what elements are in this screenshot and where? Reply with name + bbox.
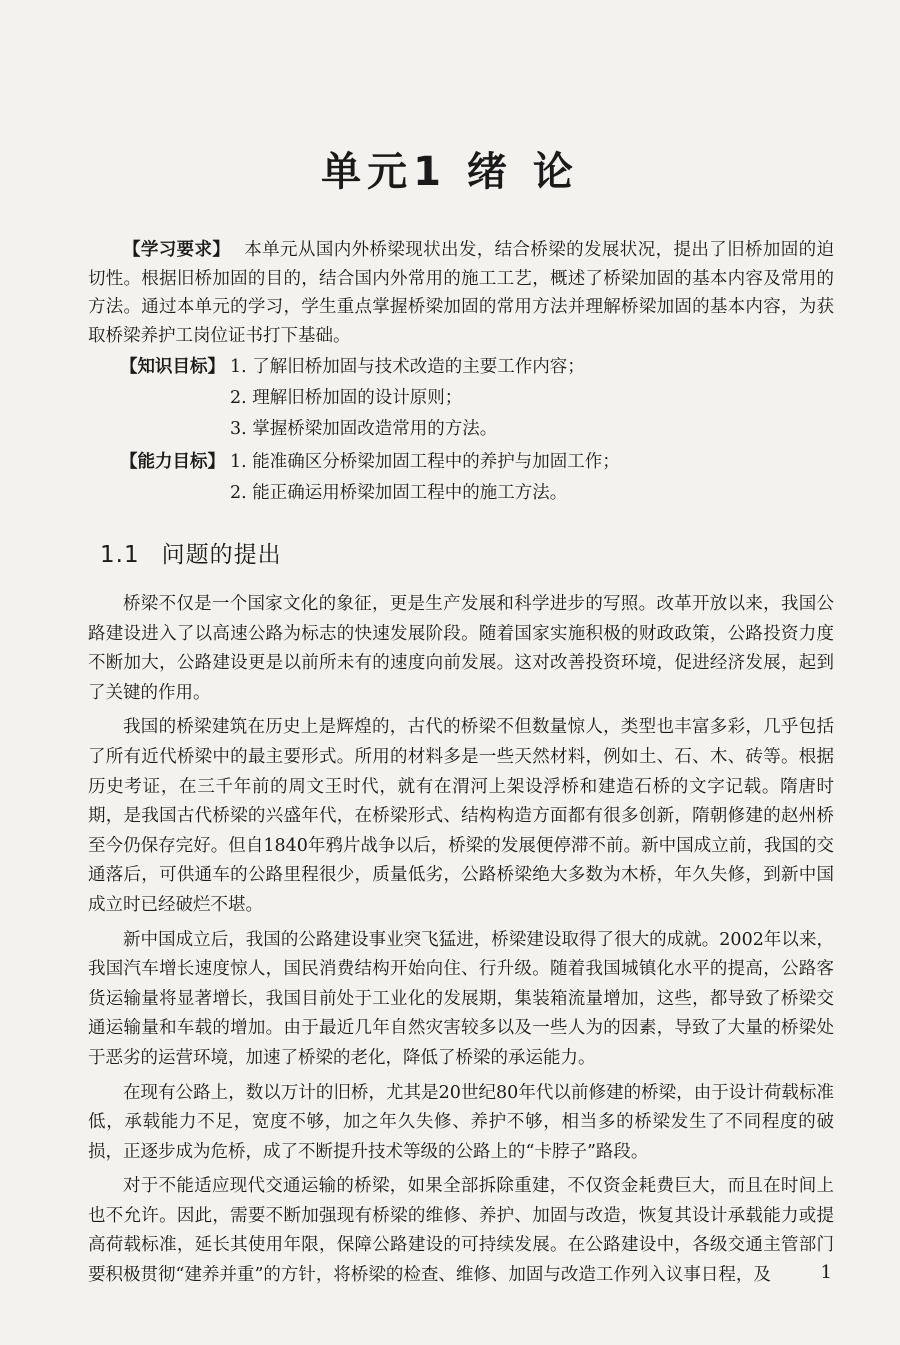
ability-goal-item: 1. 能准确区分桥梁加固工程中的养护与加固工作；: [230, 452, 620, 472]
chapter-title: 单元1 绪 论: [321, 149, 579, 195]
knowledge-goal-item: 2. 理解旧桥加固的设计原则；: [230, 388, 463, 408]
knowledge-goals-label: 【知识目标】: [120, 357, 225, 377]
body-paragraph: 新中国成立后，我国的公路建设事业突飞猛进，桥梁建设取得了很大的成就。2002年以来，我国汽车增长速度惊人，国民消费结构开始向住、行升级。随着我国城镇化水平的提高，公路客货运输量将显著增长，我国目前处于工业化的发展期，集装箱流量增加，这些，都导致了桥梁交通运输量和车载的增加。由于最近几年自然灾害较多以及一些人为的因素，导致了大量的桥梁处于恶劣的运营环境，加速了桥梁的老化，降低了桥梁的承运能力。: [88, 929, 834, 1068]
page-number: 1: [820, 1262, 832, 1283]
section-title: 问题的提出: [161, 542, 282, 568]
knowledge-goal-row: [88, 352, 834, 383]
knowledge-goal-row: [88, 383, 834, 414]
body-paragraph: 对于不能适应现代交通运输的桥梁，如果全部拆除重建，不仅资金耗费巨大，而且在时间上也不允许。因此，需要不断加强现有桥梁的维修、养护、加固与改造，恢复其设计承载能力或提高荷载标准，延长其使用年限，保障公路建设的可持续发展。在公路建设中，各级交通主管部门要积极贯彻“建养并重”的方针，将桥梁的检查、维修、加固与改造工作列入议事日程，及: [88, 1176, 834, 1286]
learning-requirement-text: 本单元从国内外桥梁现状出发，结合桥梁的发展状况，提出了旧桥加固的迫切性。根据旧桥加固的目的，结合国内外常用的施工工艺，概述了桥梁加固的基本内容及常用的方法。通过本单元的学习，学生重点掌握桥梁加固的常用方法并理解桥梁加固的基本内容，为获取桥梁养护工岗位证书打下基础。: [88, 240, 835, 346]
knowledge-goals: [88, 352, 834, 445]
section-number: 1.1: [100, 542, 140, 568]
learning-requirement: [88, 236, 834, 350]
ability-goal-row: [88, 478, 834, 509]
knowledge-goal-item: 1. 了解旧桥加固与技术改造的主要工作内容；: [230, 357, 585, 377]
knowledge-goal-item: 3. 掌握桥梁加固改造常用的方法。: [230, 419, 498, 439]
ability-goal-row: [88, 447, 834, 478]
ability-goals-label: 【能力目标】: [120, 452, 225, 472]
section-heading: [100, 536, 282, 569]
learning-requirement-label: 【学习要求】: [123, 240, 231, 260]
knowledge-goal-row: [88, 414, 834, 445]
ability-goal-item: 2. 能正确运用桥梁加固工程中的施工方法。: [230, 483, 568, 503]
chapter-intro: [88, 236, 834, 509]
ability-goals: [88, 447, 834, 509]
body-paragraph: 我国的桥梁建筑在历史上是辉煌的，古代的桥梁不但数量惊人，类型也丰富多彩，几乎包括了所有近代桥梁中的最主要形式。所用的材料多是一些天然材料，例如土、石、木、砖等。根据历史考证，在三千年前的周文王时代，就有在渭河上架设浮桥和建造石桥的文字记载。隋唐时期，是我国古代桥梁的兴盛年代，在桥梁形式、结构构造方面都有很多创新，隋朝修建的赵州桥至今仍保存完好。但自1840年鸦片战争以后，桥梁的发展便停滞不前。新中国成立前，我国的交通落后，可供通车的公路里程很少，质量低劣，公路桥梁绝大多数为木桥，年久失修，到新中国成立时已经破烂不堪。: [88, 717, 834, 915]
section-body: [88, 590, 834, 1296]
body-paragraph: 桥梁不仅是一个国家文化的象征，更是生产发展和科学进步的写照。改革开放以来，我国公路建设进入了以高速公路为标志的快速发展阶段。随着国家实施积极的财政政策，公路投资力度不断加大，公路建设更是以前所未有的速度向前发展。这对改善投资环境，促进经济发展，起到了关键的作用。: [88, 594, 834, 703]
body-paragraph: 在现有公路上，数以万计的旧桥，尤其是20世纪80年代以前修建的桥梁，由于设计荷载标准低，承载能力不足，宽度不够，加之年久失修、养护不够，相当多的桥梁发生了不同程度的破损，正逐步成为危桥，成了不断提升技术等级的公路上的“卡脖子”路段。: [88, 1082, 834, 1162]
